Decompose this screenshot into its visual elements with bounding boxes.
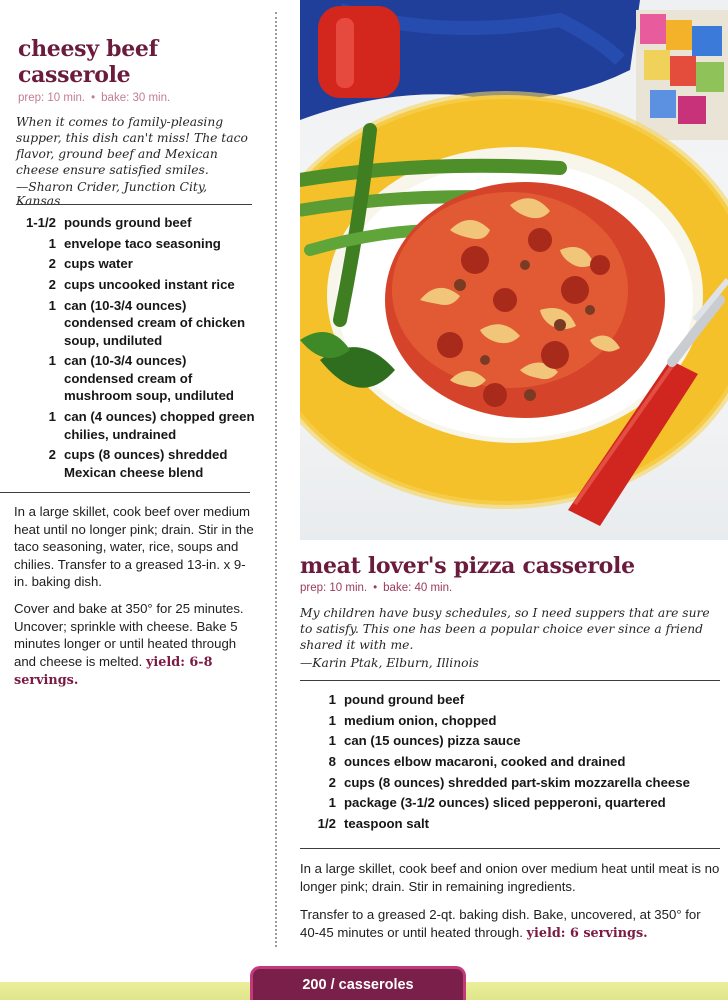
- divider: [300, 848, 720, 849]
- page-number-tab: 200 / casseroles: [250, 966, 466, 1000]
- ingredient-row: 2 cups water: [48, 256, 133, 272]
- ingredient-row: 1 can (10-3/4 ounces) condensed cream of mushroom soup, undiluted: [48, 353, 234, 404]
- recipe-timing: [300, 582, 452, 594]
- ingredient-row: 2 cups uncooked instant rice: [48, 277, 235, 293]
- ingredient-row: 1 can (15 ounces) pizza sauce: [328, 733, 521, 749]
- ingredient-row: 1-1/2 pounds ground beef: [25, 215, 192, 230]
- ingredient-row: 1 envelope taco seasoning: [48, 235, 221, 251]
- ingredient-row: 1 can (4 ounces) chopped green chilies, undrained: [48, 409, 255, 442]
- casserole-illustration: [300, 0, 728, 540]
- yield-label: yield: 6 servings.: [526, 925, 648, 941]
- ingredient-row: 8 ounces elbow macaroni, cooked and drained: [328, 754, 626, 770]
- directions-step-1: In a large skillet, cook beef and onion over medium heat until meat is no longer pink; drain. Stir in remaining ingredients.: [300, 861, 720, 894]
- directions-step-2: Cover and bake at 350° for 25 minutes. Uncover; sprinkle with cheese. Bake 5 minutes longer or until heated through and cheese is melted. yield: 6-8 servings.: [14, 601, 244, 688]
- ingredient-row: 1/2 teaspoon salt: [317, 816, 430, 832]
- bake-time: bake: 40 min.: [383, 582, 453, 594]
- directions-step-1: In a large skillet, cook beef over medium heat until no longer pink; drain. Stir in the taco seasoning, water, rice, soups and chilies. Transfer to a greased 13-in. x 9-in. baking dish.: [14, 504, 254, 589]
- recipe-credit: —Sharon Crider, Junction City, Kansas: [16, 180, 208, 208]
- prep-time: prep: 10 min.: [18, 92, 86, 104]
- bullet-separator: •: [91, 92, 96, 104]
- column-divider: [275, 12, 277, 947]
- yield-label: yield: 6-8 servings.: [14, 654, 213, 688]
- divider: [300, 680, 720, 681]
- recipe-intro: When it comes to family-pleasing supper, this dish can't miss! The taco flavor, ground beef and Mexican cheese ensure satisfied smiles.: [16, 115, 248, 177]
- ingredient-row: 1 pound ground beef: [328, 692, 465, 707]
- divider: [0, 492, 250, 493]
- directions-step-2: Transfer to a greased 2-qt. baking dish. Bake, uncovered, at 350° for 40-45 minutes or until heated through. yield: 6 servings.: [300, 907, 701, 941]
- recipe-title: cheesy beef casserole: [18, 36, 158, 88]
- ingredient-list: [16, 214, 256, 485]
- recipe-timing: [18, 92, 170, 104]
- divider: [16, 204, 252, 205]
- ingredient-list: [300, 691, 720, 836]
- ingredient-row: 2 cups (8 ounces) shredded Mexican cheese blend: [48, 447, 228, 480]
- ingredient-row: 1 can (10-3/4 ounces) condensed cream of chicken soup, undiluted: [48, 297, 246, 348]
- ingredient-row: 2 cups (8 ounces) shredded part-skim mozzarella cheese: [328, 774, 690, 790]
- recipe-title: meat lover's pizza casserole: [300, 553, 635, 579]
- recipe-intro: My children have busy schedules, so I need suppers that are sure to satisfy. This one has been a popular choice ever since a friend shared it with me.: [300, 606, 710, 652]
- recipe-credit: —Karin Ptak, Elburn, Illinois: [300, 656, 479, 670]
- bullet-separator: •: [373, 582, 378, 594]
- prep-time: prep: 10 min.: [300, 582, 368, 594]
- casserole-photo: [300, 0, 728, 540]
- bake-time: bake: 30 min.: [101, 92, 171, 104]
- ingredient-row: 1 package (3-1/2 ounces) sliced pepperoni, quartered: [328, 795, 666, 811]
- ingredient-row: 1 medium onion, chopped: [328, 712, 497, 728]
